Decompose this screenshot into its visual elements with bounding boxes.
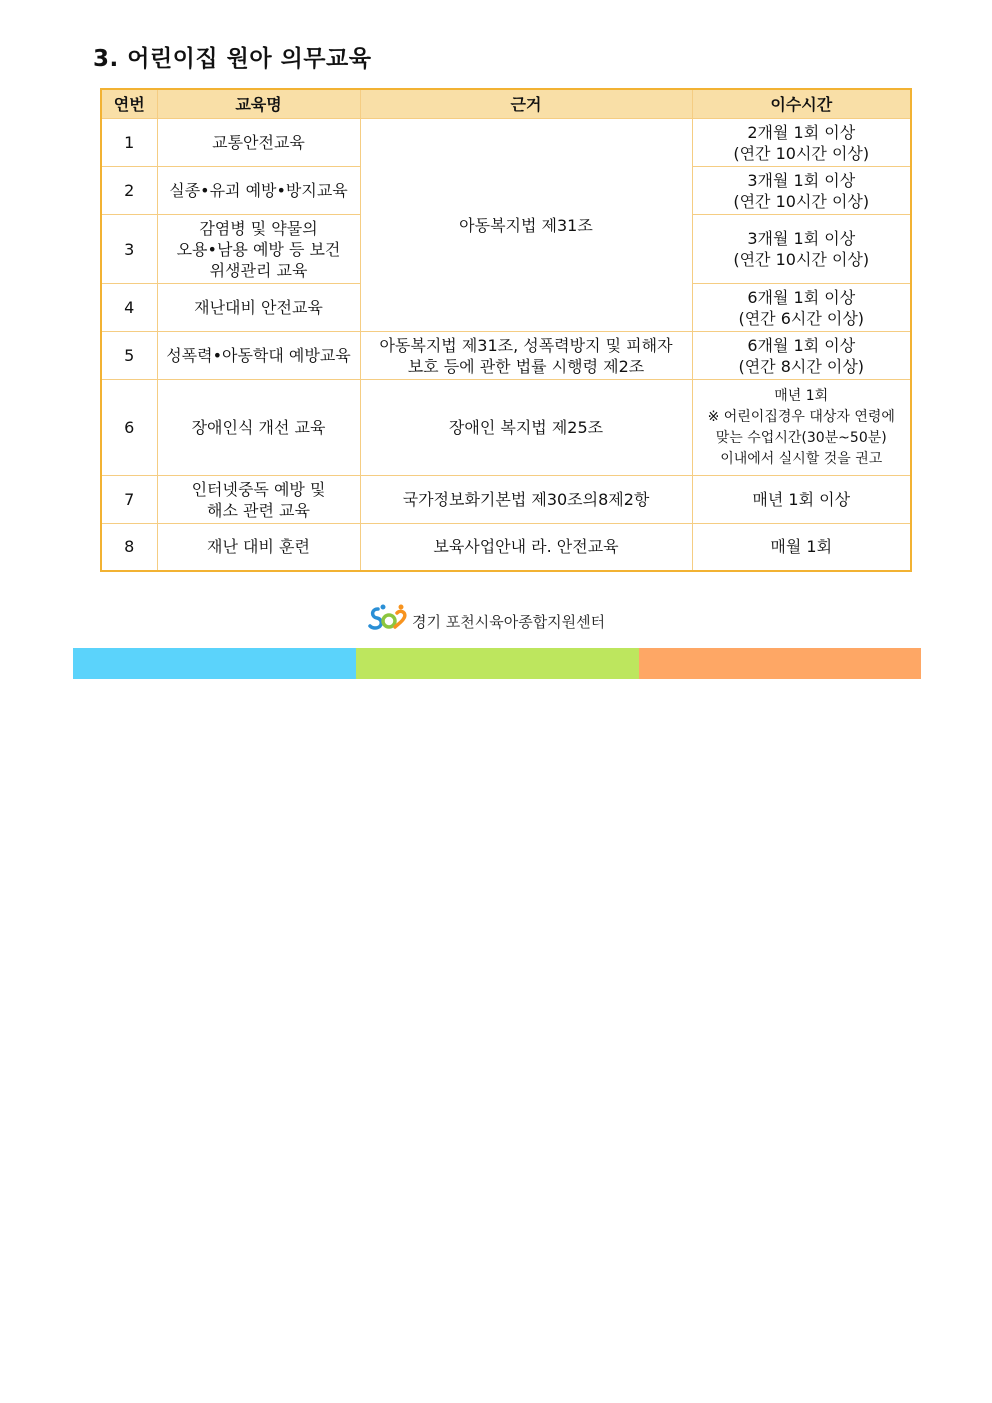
row-basis: 보육사업안내 라. 안전교육 <box>360 524 692 571</box>
row-hours: 매년 1회 ※ 어린이집경우 대상자 연령에 맞는 수업시간(30분~50분) 이내에서 실시할 것을 권고 <box>692 380 911 476</box>
color-bar-orange <box>639 648 921 679</box>
header-no: 연번 <box>101 89 157 119</box>
table-row <box>101 476 911 524</box>
row-hours: 매월 1회 <box>692 524 911 571</box>
row-no: 2 <box>101 167 157 215</box>
row-hours: 2개월 1회 이상 (연간 10시간 이상) <box>692 119 911 167</box>
header-name: 교육명 <box>157 89 360 119</box>
row-basis: 국가정보화기본법 제30조의8제2항 <box>360 476 692 524</box>
table-row <box>101 119 911 167</box>
row-name: 교통안전교육 <box>157 119 360 167</box>
row-no: 3 <box>101 215 157 284</box>
row-no: 8 <box>101 524 157 571</box>
header-basis: 근거 <box>360 89 692 119</box>
table-row <box>101 380 911 476</box>
color-bar-blue <box>73 648 356 679</box>
row-no: 6 <box>101 380 157 476</box>
row-no: 5 <box>101 332 157 380</box>
center-logo <box>368 604 605 638</box>
table-row <box>101 332 911 380</box>
row-no: 7 <box>101 476 157 524</box>
table-row <box>101 524 911 571</box>
row-name: 성폭력•아동학대 예방교육 <box>157 332 360 380</box>
mandatory-education-table <box>100 88 912 572</box>
page-title: 3. 어린이집 원아 의무교육 <box>93 46 372 72</box>
row-no: 1 <box>101 119 157 167</box>
color-bar-green <box>356 648 639 679</box>
header-hours: 이수시간 <box>692 89 911 119</box>
center-name: 경기 포천시육아종합지원센터 <box>412 612 606 631</box>
row-hours: 6개월 1회 이상 (연간 8시간 이상) <box>692 332 911 380</box>
table-header-row <box>101 89 911 119</box>
row-hours: 매년 1회 이상 <box>692 476 911 524</box>
row-name: 인터넷중독 예방 및 해소 관련 교육 <box>157 476 360 524</box>
row-hours: 6개월 1회 이상 (연간 6시간 이상) <box>692 284 911 332</box>
row-name: 재난 대비 훈련 <box>157 524 360 571</box>
row-hours: 3개월 1회 이상 (연간 10시간 이상) <box>692 215 911 284</box>
row-basis: 아동복지법 제31조 <box>360 119 692 332</box>
row-hours: 3개월 1회 이상 (연간 10시간 이상) <box>692 167 911 215</box>
child-care-center-logo-icon <box>368 603 408 639</box>
row-no: 4 <box>101 284 157 332</box>
row-basis: 아동복지법 제31조, 성폭력방지 및 피해자 보호 등에 관한 법률 시행령 제2조 <box>360 332 692 380</box>
row-name: 장애인식 개선 교육 <box>157 380 360 476</box>
row-name: 실종•유괴 예방•방지교육 <box>157 167 360 215</box>
row-basis: 장애인 복지법 제25조 <box>360 380 692 476</box>
row-name: 재난대비 안전교육 <box>157 284 360 332</box>
row-name: 감염병 및 약물의 오용•남용 예방 등 보건 위생관리 교육 <box>157 215 360 284</box>
